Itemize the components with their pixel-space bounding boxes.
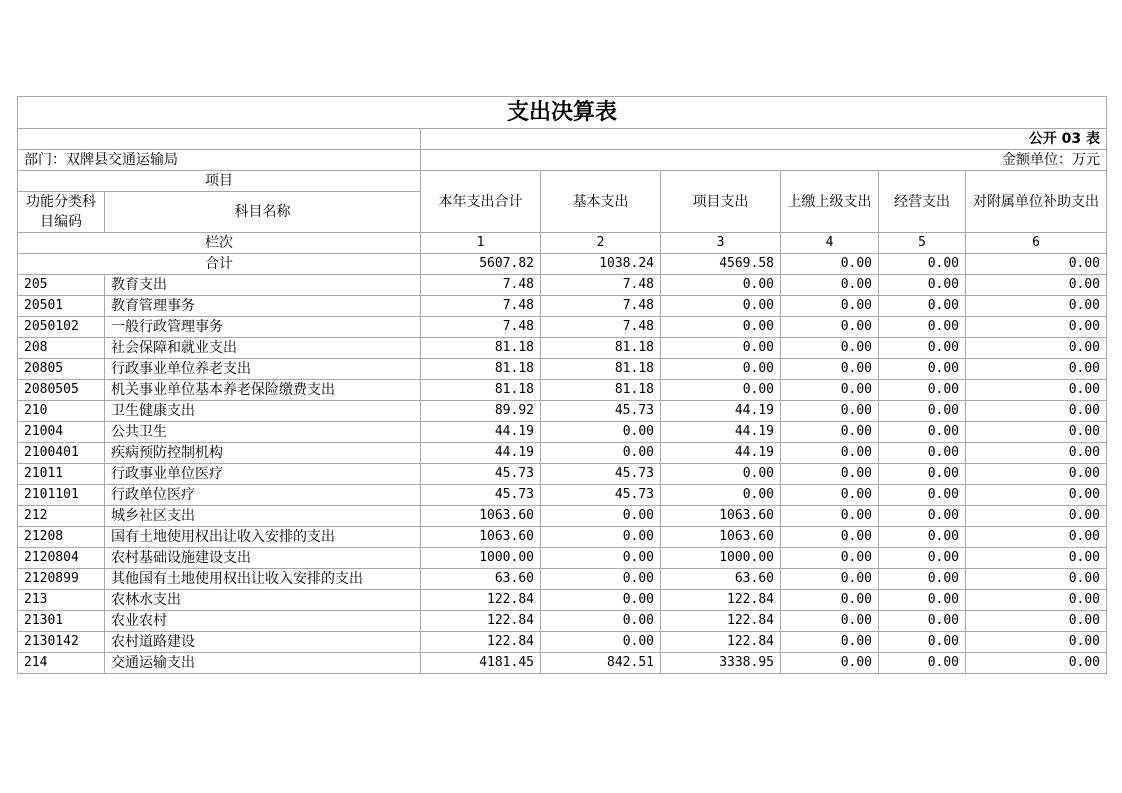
total-value: 0.00 [879, 254, 966, 275]
total-row [18, 254, 1107, 275]
amount-cell: 0.00 [661, 464, 781, 485]
amount-cell: 0.00 [966, 338, 1107, 359]
amount-cell: 0.00 [541, 548, 661, 569]
title-row [18, 97, 1107, 129]
subject-code: 210 [18, 401, 105, 422]
amount-cell: 0.00 [879, 338, 966, 359]
amount-cell: 842.51 [541, 653, 661, 674]
table-row [18, 359, 1107, 380]
subject-name: 公共卫生 [105, 422, 421, 443]
subject-code: 2120804 [18, 548, 105, 569]
table-row [18, 338, 1107, 359]
amount-cell: 0.00 [781, 338, 879, 359]
amount-cell: 81.18 [541, 359, 661, 380]
amount-cell: 45.73 [541, 485, 661, 506]
column-number: 4 [781, 233, 879, 254]
subject-name: 教育支出 [105, 275, 421, 296]
amount-cell: 0.00 [879, 380, 966, 401]
amount-cell: 0.00 [879, 653, 966, 674]
amount-cell: 45.73 [421, 464, 541, 485]
page-title: 支出决算表 [18, 97, 1107, 129]
table-row [18, 380, 1107, 401]
amount-cell: 0.00 [879, 569, 966, 590]
amount-cell: 0.00 [541, 569, 661, 590]
amount-cell: 0.00 [661, 338, 781, 359]
subject-name: 疾病预防控制机构 [105, 443, 421, 464]
unit-label: 金额单位：万元 [421, 150, 1107, 171]
subject-code: 2101101 [18, 485, 105, 506]
subject-name: 国有土地使用权出让收入安排的支出 [105, 527, 421, 548]
amount-cell: 0.00 [966, 548, 1107, 569]
amount-cell: 63.60 [661, 569, 781, 590]
amount-cell: 0.00 [541, 443, 661, 464]
expenditure-table [17, 96, 1107, 674]
amount-cell: 81.18 [421, 359, 541, 380]
form-number: 公开 03 表 [421, 129, 1107, 150]
amount-cell: 3338.95 [661, 653, 781, 674]
amount-cell: 0.00 [781, 380, 879, 401]
subject-code: 2120899 [18, 569, 105, 590]
amount-cell: 0.00 [541, 506, 661, 527]
amount-cell: 63.60 [421, 569, 541, 590]
total-value: 0.00 [781, 254, 879, 275]
amount-cell: 0.00 [781, 653, 879, 674]
amount-cell: 0.00 [781, 527, 879, 548]
amount-cell: 0.00 [879, 464, 966, 485]
subject-code: 213 [18, 590, 105, 611]
amount-cell: 1000.00 [661, 548, 781, 569]
amount-cell: 0.00 [879, 359, 966, 380]
header-name: 科目名称 [105, 192, 421, 233]
amount-cell: 0.00 [781, 590, 879, 611]
amount-cell: 0.00 [966, 485, 1107, 506]
amount-cell: 0.00 [966, 359, 1107, 380]
subject-code: 208 [18, 338, 105, 359]
amount-cell: 122.84 [421, 632, 541, 653]
amount-cell: 0.00 [966, 506, 1107, 527]
amount-cell: 0.00 [966, 611, 1107, 632]
amount-cell: 45.73 [421, 485, 541, 506]
amount-cell: 1063.60 [421, 506, 541, 527]
amount-cell: 122.84 [421, 590, 541, 611]
amount-cell: 0.00 [781, 485, 879, 506]
amount-cell: 0.00 [661, 296, 781, 317]
subject-name: 行政事业单位医疗 [105, 464, 421, 485]
amount-cell: 0.00 [879, 443, 966, 464]
amount-cell: 89.92 [421, 401, 541, 422]
amount-cell: 0.00 [879, 548, 966, 569]
subject-name: 教育管理事务 [105, 296, 421, 317]
amount-cell: 0.00 [781, 359, 879, 380]
subject-name: 交通运输支出 [105, 653, 421, 674]
total-value: 5607.82 [421, 254, 541, 275]
subject-name: 社会保障和就业支出 [105, 338, 421, 359]
amount-cell: 0.00 [781, 296, 879, 317]
amount-cell: 0.00 [879, 296, 966, 317]
amount-cell: 0.00 [966, 527, 1107, 548]
table-row [18, 653, 1107, 674]
table-row [18, 296, 1107, 317]
amount-cell: 0.00 [541, 527, 661, 548]
subject-name: 一般行政管理事务 [105, 317, 421, 338]
amount-cell: 0.00 [661, 317, 781, 338]
amount-cell: 7.48 [421, 275, 541, 296]
header-col-6: 对附属单位补助支出 [966, 171, 1107, 233]
amount-cell: 4181.45 [421, 653, 541, 674]
column-number: 3 [661, 233, 781, 254]
amount-cell: 0.00 [879, 611, 966, 632]
amount-cell: 81.18 [421, 380, 541, 401]
column-number: 6 [966, 233, 1107, 254]
header-col-3: 项目支出 [661, 171, 781, 233]
amount-cell: 0.00 [781, 632, 879, 653]
amount-cell: 0.00 [879, 527, 966, 548]
amount-cell: 7.48 [421, 296, 541, 317]
column-number-row [18, 233, 1107, 254]
subject-code: 2050102 [18, 317, 105, 338]
header-col-1: 本年支出合计 [421, 171, 541, 233]
table-row [18, 464, 1107, 485]
amount-cell: 0.00 [781, 443, 879, 464]
subject-code: 21004 [18, 422, 105, 443]
subject-name: 其他国有土地使用权出让收入安排的支出 [105, 569, 421, 590]
total-value: 4569.58 [661, 254, 781, 275]
table-row [18, 632, 1107, 653]
header-row-1 [18, 171, 1107, 192]
amount-cell: 0.00 [541, 590, 661, 611]
table-row [18, 401, 1107, 422]
column-number: 5 [879, 233, 966, 254]
amount-cell: 7.48 [541, 317, 661, 338]
amount-cell: 0.00 [879, 632, 966, 653]
column-number-label: 栏次 [18, 233, 421, 254]
subject-code: 21208 [18, 527, 105, 548]
subject-code: 2080505 [18, 380, 105, 401]
subject-code: 214 [18, 653, 105, 674]
amount-cell: 44.19 [661, 422, 781, 443]
amount-cell: 0.00 [966, 380, 1107, 401]
amount-cell: 0.00 [966, 653, 1107, 674]
column-number: 1 [421, 233, 541, 254]
amount-cell: 0.00 [781, 569, 879, 590]
table-row [18, 422, 1107, 443]
subject-name: 城乡社区支出 [105, 506, 421, 527]
total-label: 合计 [18, 254, 421, 275]
total-value: 1038.24 [541, 254, 661, 275]
amount-cell: 0.00 [879, 590, 966, 611]
subject-code: 212 [18, 506, 105, 527]
subject-name: 卫生健康支出 [105, 401, 421, 422]
header-col-5: 经营支出 [879, 171, 966, 233]
amount-cell: 1063.60 [661, 527, 781, 548]
header-code: 功能分类科目编码 [18, 192, 105, 233]
amount-cell: 0.00 [541, 611, 661, 632]
amount-cell: 0.00 [879, 275, 966, 296]
subject-code: 20805 [18, 359, 105, 380]
amount-cell: 7.48 [421, 317, 541, 338]
table-row [18, 611, 1107, 632]
table-row [18, 527, 1107, 548]
amount-cell: 0.00 [966, 569, 1107, 590]
amount-cell: 0.00 [966, 296, 1107, 317]
subject-code: 21301 [18, 611, 105, 632]
subject-code: 2100401 [18, 443, 105, 464]
header-col-2: 基本支出 [541, 171, 661, 233]
amount-cell: 0.00 [661, 275, 781, 296]
amount-cell: 0.00 [966, 275, 1107, 296]
amount-cell: 0.00 [966, 632, 1107, 653]
amount-cell: 122.84 [661, 632, 781, 653]
department-label: 部门：双牌县交通运输局 [18, 150, 421, 171]
blank-cell [18, 129, 421, 150]
amount-cell: 0.00 [879, 506, 966, 527]
amount-cell: 44.19 [661, 401, 781, 422]
amount-cell: 0.00 [781, 548, 879, 569]
subject-name: 农业农村 [105, 611, 421, 632]
subject-name: 行政单位医疗 [105, 485, 421, 506]
amount-cell: 0.00 [781, 422, 879, 443]
amount-cell: 0.00 [661, 380, 781, 401]
amount-cell: 0.00 [781, 401, 879, 422]
amount-cell: 0.00 [781, 317, 879, 338]
table-row [18, 317, 1107, 338]
amount-cell: 0.00 [966, 422, 1107, 443]
table-row [18, 506, 1107, 527]
subject-code: 21011 [18, 464, 105, 485]
amount-cell: 0.00 [541, 422, 661, 443]
header-col-4: 上缴上级支出 [781, 171, 879, 233]
amount-cell: 1000.00 [421, 548, 541, 569]
subject-code: 20501 [18, 296, 105, 317]
amount-cell: 1063.60 [421, 527, 541, 548]
amount-cell: 0.00 [781, 275, 879, 296]
amount-cell: 0.00 [966, 464, 1107, 485]
amount-cell: 0.00 [781, 464, 879, 485]
amount-cell: 0.00 [879, 422, 966, 443]
subject-name: 机关事业单位基本养老保险缴费支出 [105, 380, 421, 401]
subject-code: 205 [18, 275, 105, 296]
amount-cell: 45.73 [541, 401, 661, 422]
amount-cell: 0.00 [781, 611, 879, 632]
amount-cell: 81.18 [541, 380, 661, 401]
amount-cell: 81.18 [421, 338, 541, 359]
table-row [18, 569, 1107, 590]
amount-cell: 44.19 [421, 422, 541, 443]
amount-cell: 1063.60 [661, 506, 781, 527]
amount-cell: 0.00 [966, 401, 1107, 422]
table-row [18, 485, 1107, 506]
subject-name: 农村道路建设 [105, 632, 421, 653]
subject-code: 2130142 [18, 632, 105, 653]
table-row [18, 548, 1107, 569]
amount-cell: 0.00 [966, 590, 1107, 611]
amount-cell: 0.00 [879, 485, 966, 506]
table-row [18, 590, 1107, 611]
amount-cell: 0.00 [879, 401, 966, 422]
amount-cell: 0.00 [661, 359, 781, 380]
amount-cell: 81.18 [541, 338, 661, 359]
subject-name: 行政事业单位养老支出 [105, 359, 421, 380]
amount-cell: 44.19 [661, 443, 781, 464]
amount-cell: 0.00 [781, 506, 879, 527]
amount-cell: 0.00 [541, 632, 661, 653]
column-number: 2 [541, 233, 661, 254]
amount-cell: 0.00 [966, 317, 1107, 338]
amount-cell: 122.84 [661, 611, 781, 632]
form-number-row [18, 129, 1107, 150]
subject-name: 农林水支出 [105, 590, 421, 611]
amount-cell: 0.00 [879, 317, 966, 338]
amount-cell: 122.84 [661, 590, 781, 611]
table-row [18, 275, 1107, 296]
amount-cell: 45.73 [541, 464, 661, 485]
amount-cell: 0.00 [966, 443, 1107, 464]
amount-cell: 0.00 [661, 485, 781, 506]
amount-cell: 7.48 [541, 296, 661, 317]
amount-cell: 44.19 [421, 443, 541, 464]
total-value: 0.00 [966, 254, 1107, 275]
amount-cell: 7.48 [541, 275, 661, 296]
amount-cell: 122.84 [421, 611, 541, 632]
table-row [18, 443, 1107, 464]
subject-name: 农村基础设施建设支出 [105, 548, 421, 569]
header-item: 项目 [18, 171, 421, 192]
department-row [18, 150, 1107, 171]
